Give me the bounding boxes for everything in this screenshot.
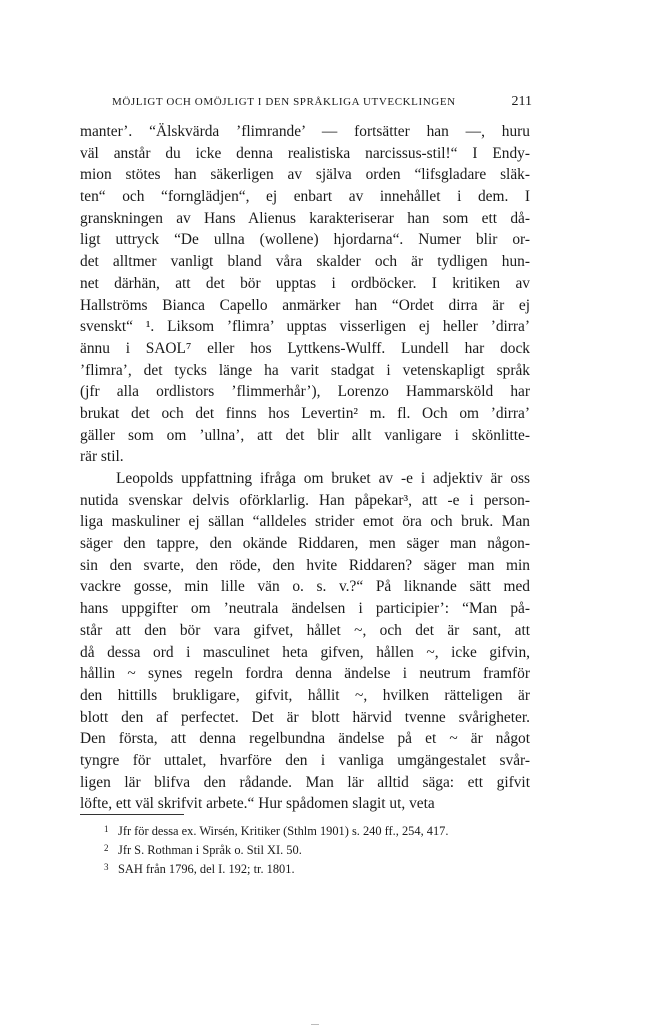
text-line: det alltmer vanligt bland våra skalder och är tydligen hun- xyxy=(80,253,530,271)
text-line: löfte, ett väl skrifvit arbete.“ Hur spådomen slagit ut, veta xyxy=(80,795,435,813)
text-line: ännu i SAOL⁷ eller hos Lyttkens-Wulff. Lundell har dock xyxy=(80,339,530,357)
text-line: tyngre för uttalet, hvarföre den i vanliga umgängestalet svår- xyxy=(80,751,530,769)
text-line: ligen lär blifva den rådande. Man lär alltid säga: ett gifvit xyxy=(80,773,530,791)
page-mark xyxy=(311,1024,319,1025)
text-line: (jfr alla ordlistors ’flimmerhår’), Lorenzo Hammarsköld har xyxy=(80,383,530,401)
text-line: svenskt“ ¹. Liksom ’flimra’ upptas visserligen ej heller ’dirra’ xyxy=(80,318,530,336)
body-text xyxy=(80,121,530,815)
text-line: manter’. “Älskvärda ’flimrande’ — fortsätter han —, huru xyxy=(80,123,530,140)
text-line: Leopolds uppfattning ifråga om bruket av -e i adjektiv är oss xyxy=(116,470,530,487)
text-line: vackre gosse, min lille vän o. s. v.?“ På liknande sätt med xyxy=(80,578,530,596)
footnote-mark: 3 xyxy=(104,862,109,872)
text-line: hållin ~ synes regeln fordra denna ändelse i neutrum framför xyxy=(80,665,530,683)
text-line: gäller som om ’ullna’, att det blir allt vanligare i skönlitte- xyxy=(80,426,530,444)
text-line: ten“ och “fornglädjen“, ej enbart av innehållet i dem. I xyxy=(80,188,530,206)
text-line: den hittills brukligare, gifvit, hållit ~, hvilken rätteligen är xyxy=(80,686,530,704)
running-header xyxy=(112,94,532,110)
footnote xyxy=(104,820,534,839)
page-number: 211 xyxy=(511,94,532,109)
text-line: ’flimra’, det tycks länge ha varit stadgat i vetenskapligt språk xyxy=(80,361,530,379)
text-line: Den första, att denna regelbundna ändelse på et ~ är något xyxy=(80,730,530,748)
text-line: säger den tappre, den okände Riddaren, men säger man någon- xyxy=(80,535,530,553)
text-line: sin den svarte, den röde, den hvite Riddaren? säger man min xyxy=(80,556,530,574)
text-line: ligt uttryck “De ullna (wollene) hjordarna“. Numer blir or- xyxy=(80,231,530,249)
footnote-text: SAH från 1796, del I. 192; tr. 1801. xyxy=(118,862,295,876)
footnote-rule xyxy=(80,814,184,815)
text-line: nutida svenskar delvis oförklarlig. Han påpekar³, att -e i person- xyxy=(80,491,530,509)
footnote-text: Jfr för dessa ex. Wirsén, Kritiker (Sthlm 1901) s. 240 ff., 254, 417. xyxy=(118,824,449,838)
running-title: MÖJLIGT OCH OMÖJLIGT I DEN SPRÅKLIGA UTVECKLINGEN xyxy=(112,96,456,108)
text-line: Hallströms Bianca Capello anmärker han “Ordet dirra är ej xyxy=(80,296,530,314)
footnote-text: Jfr S. Rothman i Språk o. Stil XI. 50. xyxy=(118,843,302,857)
text-line: brukat det och det finns hos Levertin² m. fl. Och om ’dirra’ xyxy=(80,404,530,422)
footnote-mark: 2 xyxy=(104,843,109,853)
text-line: liga maskuliner ej sällan “alldeles strider emot öra och bruk. Man xyxy=(80,513,530,531)
footnote xyxy=(104,858,534,877)
text-line: väl anstår du icke denna realistiska narcissus-stil!“ I Endy- xyxy=(80,144,530,162)
text-line: granskningen av Hans Alienus karakteriserar han som ett då- xyxy=(80,209,530,227)
text-line: mion stötes han säkerligen av själva orden “lifsgladare släk- xyxy=(80,166,530,184)
text-line: blott den af perfectet. Det är blott härvid tvenne svårigheter. xyxy=(80,708,530,726)
text-line: då dessa ord i masculinet heta gifven, hållen ~, icke gifvin, xyxy=(80,643,530,661)
text-line: rär stil. xyxy=(80,448,124,466)
text-line: net därhän, att det bör upptas i ordböcker. I kritiken av xyxy=(80,274,530,292)
footnotes xyxy=(104,820,534,877)
footnote-mark: 1 xyxy=(104,824,109,834)
text-line: hans uppgifter om ’neutrala ändelsen i participier’: “Man på- xyxy=(80,600,530,618)
text-line: står att den bör vara gifvet, hållet ~, och det är sant, att xyxy=(80,621,530,639)
footnote xyxy=(104,839,534,858)
